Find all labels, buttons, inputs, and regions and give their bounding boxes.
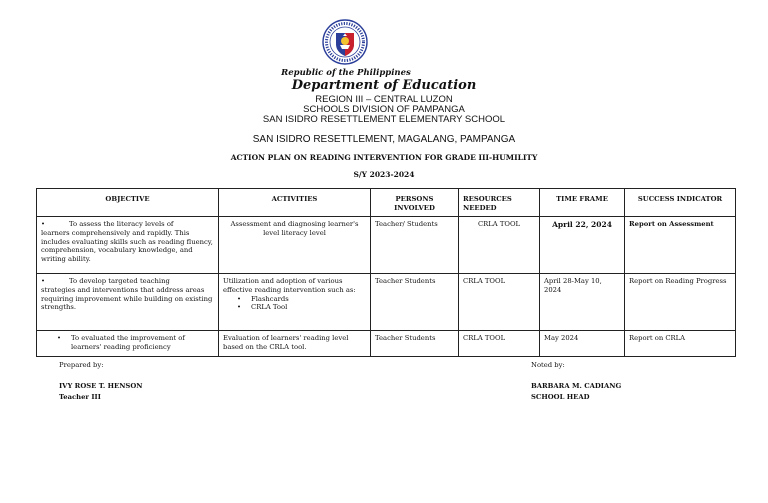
activities-cell: Assessment and diagnosing learner's level literacy level <box>219 217 371 274</box>
activities-cell: Evaluation of learners' reading level based on the CRLA tool. <box>219 331 371 357</box>
time-frame-cell: April 28-May 10, 2024 <box>540 274 625 331</box>
action-plan-table <box>36 188 736 357</box>
resources-cell: CRLA TOOL <box>459 217 540 274</box>
list-item: • CRLA Tool <box>237 303 288 312</box>
bullet-icon: • <box>41 220 46 228</box>
objective-cell <box>37 331 219 357</box>
activities-text: Utilization and adoption of various effective reading intervention such as: <box>223 277 356 294</box>
republic-heading: Republic of the Philippines <box>281 68 411 78</box>
activities-cell <box>219 274 371 331</box>
region-heading: REGION III – CENTRAL LUZON <box>315 94 453 105</box>
objective-text: To develop targeted teaching <box>69 277 170 285</box>
table-header-row <box>37 189 736 217</box>
column-header-objective: OBJECTIVE <box>37 189 219 217</box>
prepared-by-title: Teacher III <box>59 393 101 401</box>
resources-cell: CRLA TOOL <box>459 331 540 357</box>
objective-cell <box>37 274 219 331</box>
objective-cell <box>37 217 219 274</box>
noted-by-name: BARBARA M. CADIANG <box>531 382 622 390</box>
division-heading: SCHOOLS DIVISION OF PAMPANGA <box>303 104 465 115</box>
persons-cell: Teacher Students <box>371 331 459 357</box>
table-row <box>37 217 736 274</box>
table-row <box>37 274 736 331</box>
indicator-cell: Report on CRLA <box>625 331 736 357</box>
objective-text: To assess the literacy levels of <box>69 220 174 228</box>
objective-text: To evaluated the improvement of learners' reading proficiency <box>71 334 185 351</box>
bullet-icon: • <box>237 303 242 312</box>
prepared-by-label: Prepared by: <box>59 361 104 369</box>
bullet-icon: • <box>41 277 46 285</box>
bullet-icon: • <box>237 294 242 303</box>
prepared-by-name: IVY ROSE T. HENSON <box>59 382 143 390</box>
document-title: ACTION PLAN ON READING INTERVENTION FOR GRADE III-HUMILITY <box>230 153 538 162</box>
list-item: • Flashcards <box>237 294 289 303</box>
noted-by-label: Noted by: <box>531 361 565 369</box>
deped-seal-logo <box>322 19 368 65</box>
objective-text-cont: strategies and interventions that address areas requiring improvement while building on existing strengths. <box>41 285 213 312</box>
noted-by-title: SCHOOL HEAD <box>531 393 590 401</box>
column-header-persons: PERSONS INVOLVED <box>371 189 459 217</box>
department-heading: Department of Education <box>291 78 477 93</box>
bullet-icon: • <box>57 334 62 342</box>
indicator-cell: Report on Assessment <box>625 217 736 274</box>
column-header-resources: RESOURCES NEEDED <box>459 189 540 217</box>
school-address: SAN ISIDRO RESETTLEMENT, MAGALANG, PAMPANGA <box>252 134 516 145</box>
column-header-indicator: SUCCESS INDICATOR <box>625 189 736 217</box>
table-row <box>37 331 736 357</box>
persons-cell: Teacher Students <box>371 274 459 331</box>
column-header-activities: ACTIVITIES <box>219 189 371 217</box>
indicator-cell: Report on Reading Progress <box>625 274 736 331</box>
persons-cell: Teacher/ Students <box>371 217 459 274</box>
time-frame-cell: April 22, 2024 <box>540 217 625 274</box>
school-year: S/Y 2023-2024 <box>353 170 415 179</box>
time-frame-cell: May 2024 <box>540 331 625 357</box>
column-header-time-frame: TIME FRAME <box>540 189 625 217</box>
school-heading: SAN ISIDRO RESETTLEMENT ELEMENTARY SCHOOL <box>262 114 506 125</box>
objective-text-cont: learners comprehensively and rapidly. This includes evaluating skills such as reading fluency, comprehension, vocabulary knowledge, and writing ability. <box>41 228 213 264</box>
resources-cell: CRLA TOOL <box>459 274 540 331</box>
activity-list <box>223 295 366 313</box>
